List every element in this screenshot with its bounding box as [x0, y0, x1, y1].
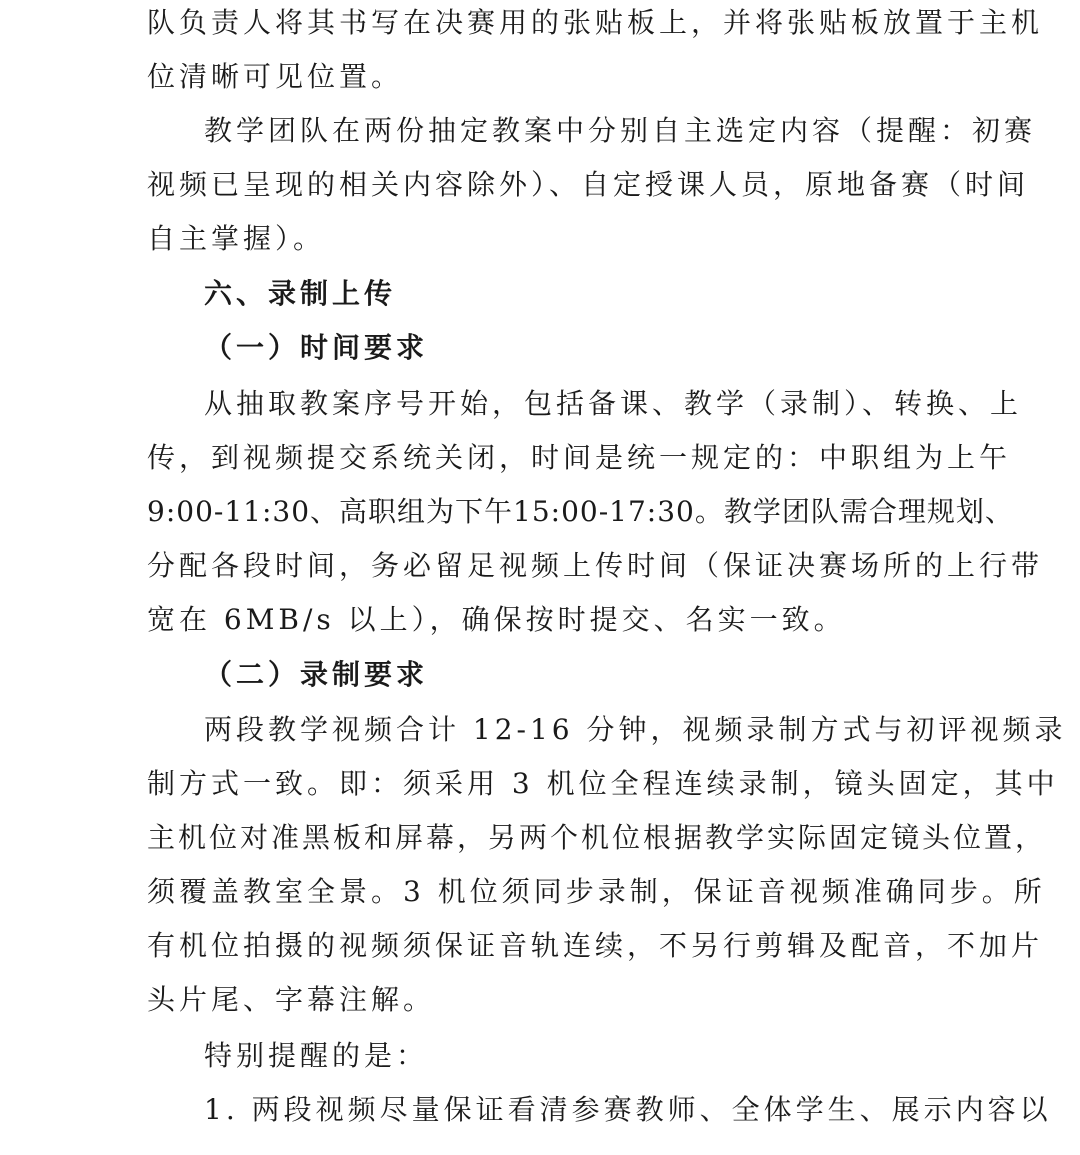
paragraph-line: 分配各段时间，务必留足视频上传时间（保证决赛场所的上行带	[147, 549, 1044, 582]
paragraph-line: 宽在 6MB/s 以上），确保按时提交、名实一致。	[147, 603, 846, 636]
subsection-heading: （二）录制要求	[204, 658, 429, 691]
subsection-heading: （一）时间要求	[204, 331, 429, 364]
paragraph-line: 9:00-11:30、高职组为下午15:00-17:30。教学团队需合理规划、	[147, 495, 1014, 528]
paragraph-line: 教学团队在两份抽定教案中分别自主选定内容（提醒：初赛	[204, 114, 1037, 147]
paragraph-line: 特别提醒的是：	[204, 1039, 429, 1072]
paragraph-line: 自主掌握）。	[147, 222, 326, 255]
paragraph-line: 传，到视频提交系统关闭，时间是统一规定的：中职组为上午	[147, 441, 1012, 474]
paragraph-line: 位清晰可见位置。	[147, 60, 404, 93]
paragraph-line: 主机位对准黑板和屏幕，另两个机位根据教学实际固定镜头位置，	[147, 821, 1047, 854]
section-heading: 六、录制上传	[204, 277, 397, 310]
paragraph-line: 队负责人将其书写在决赛用的张贴板上，并将张贴板放置于主机	[147, 6, 1044, 39]
list-item: 1. 两段视频尽量保证看清参赛教师、全体学生、展示内容以	[204, 1093, 1052, 1126]
paragraph-line: 制方式一致。即：须采用 3 机位全程连续录制，镜头固定，其中	[147, 767, 1059, 800]
paragraph-line: 两段教学视频合计 12-16 分钟，视频录制方式与初评视频录	[204, 713, 1067, 746]
paragraph-line: 头片尾、字幕注解。	[147, 983, 436, 1016]
paragraph-line: 须覆盖教室全景。3 机位须同步录制，保证音视频准确同步。所	[147, 875, 1046, 908]
paragraph-line: 视频已呈现的相关内容除外）、自定授课人员，原地备赛（时间	[147, 168, 1030, 201]
paragraph-line: 从抽取教案序号开始，包括备课、教学（录制）、转换、上	[204, 387, 1023, 420]
paragraph-line: 有机位拍摄的视频须保证音轨连续，不另行剪辑及配音，不加片	[147, 929, 1044, 962]
